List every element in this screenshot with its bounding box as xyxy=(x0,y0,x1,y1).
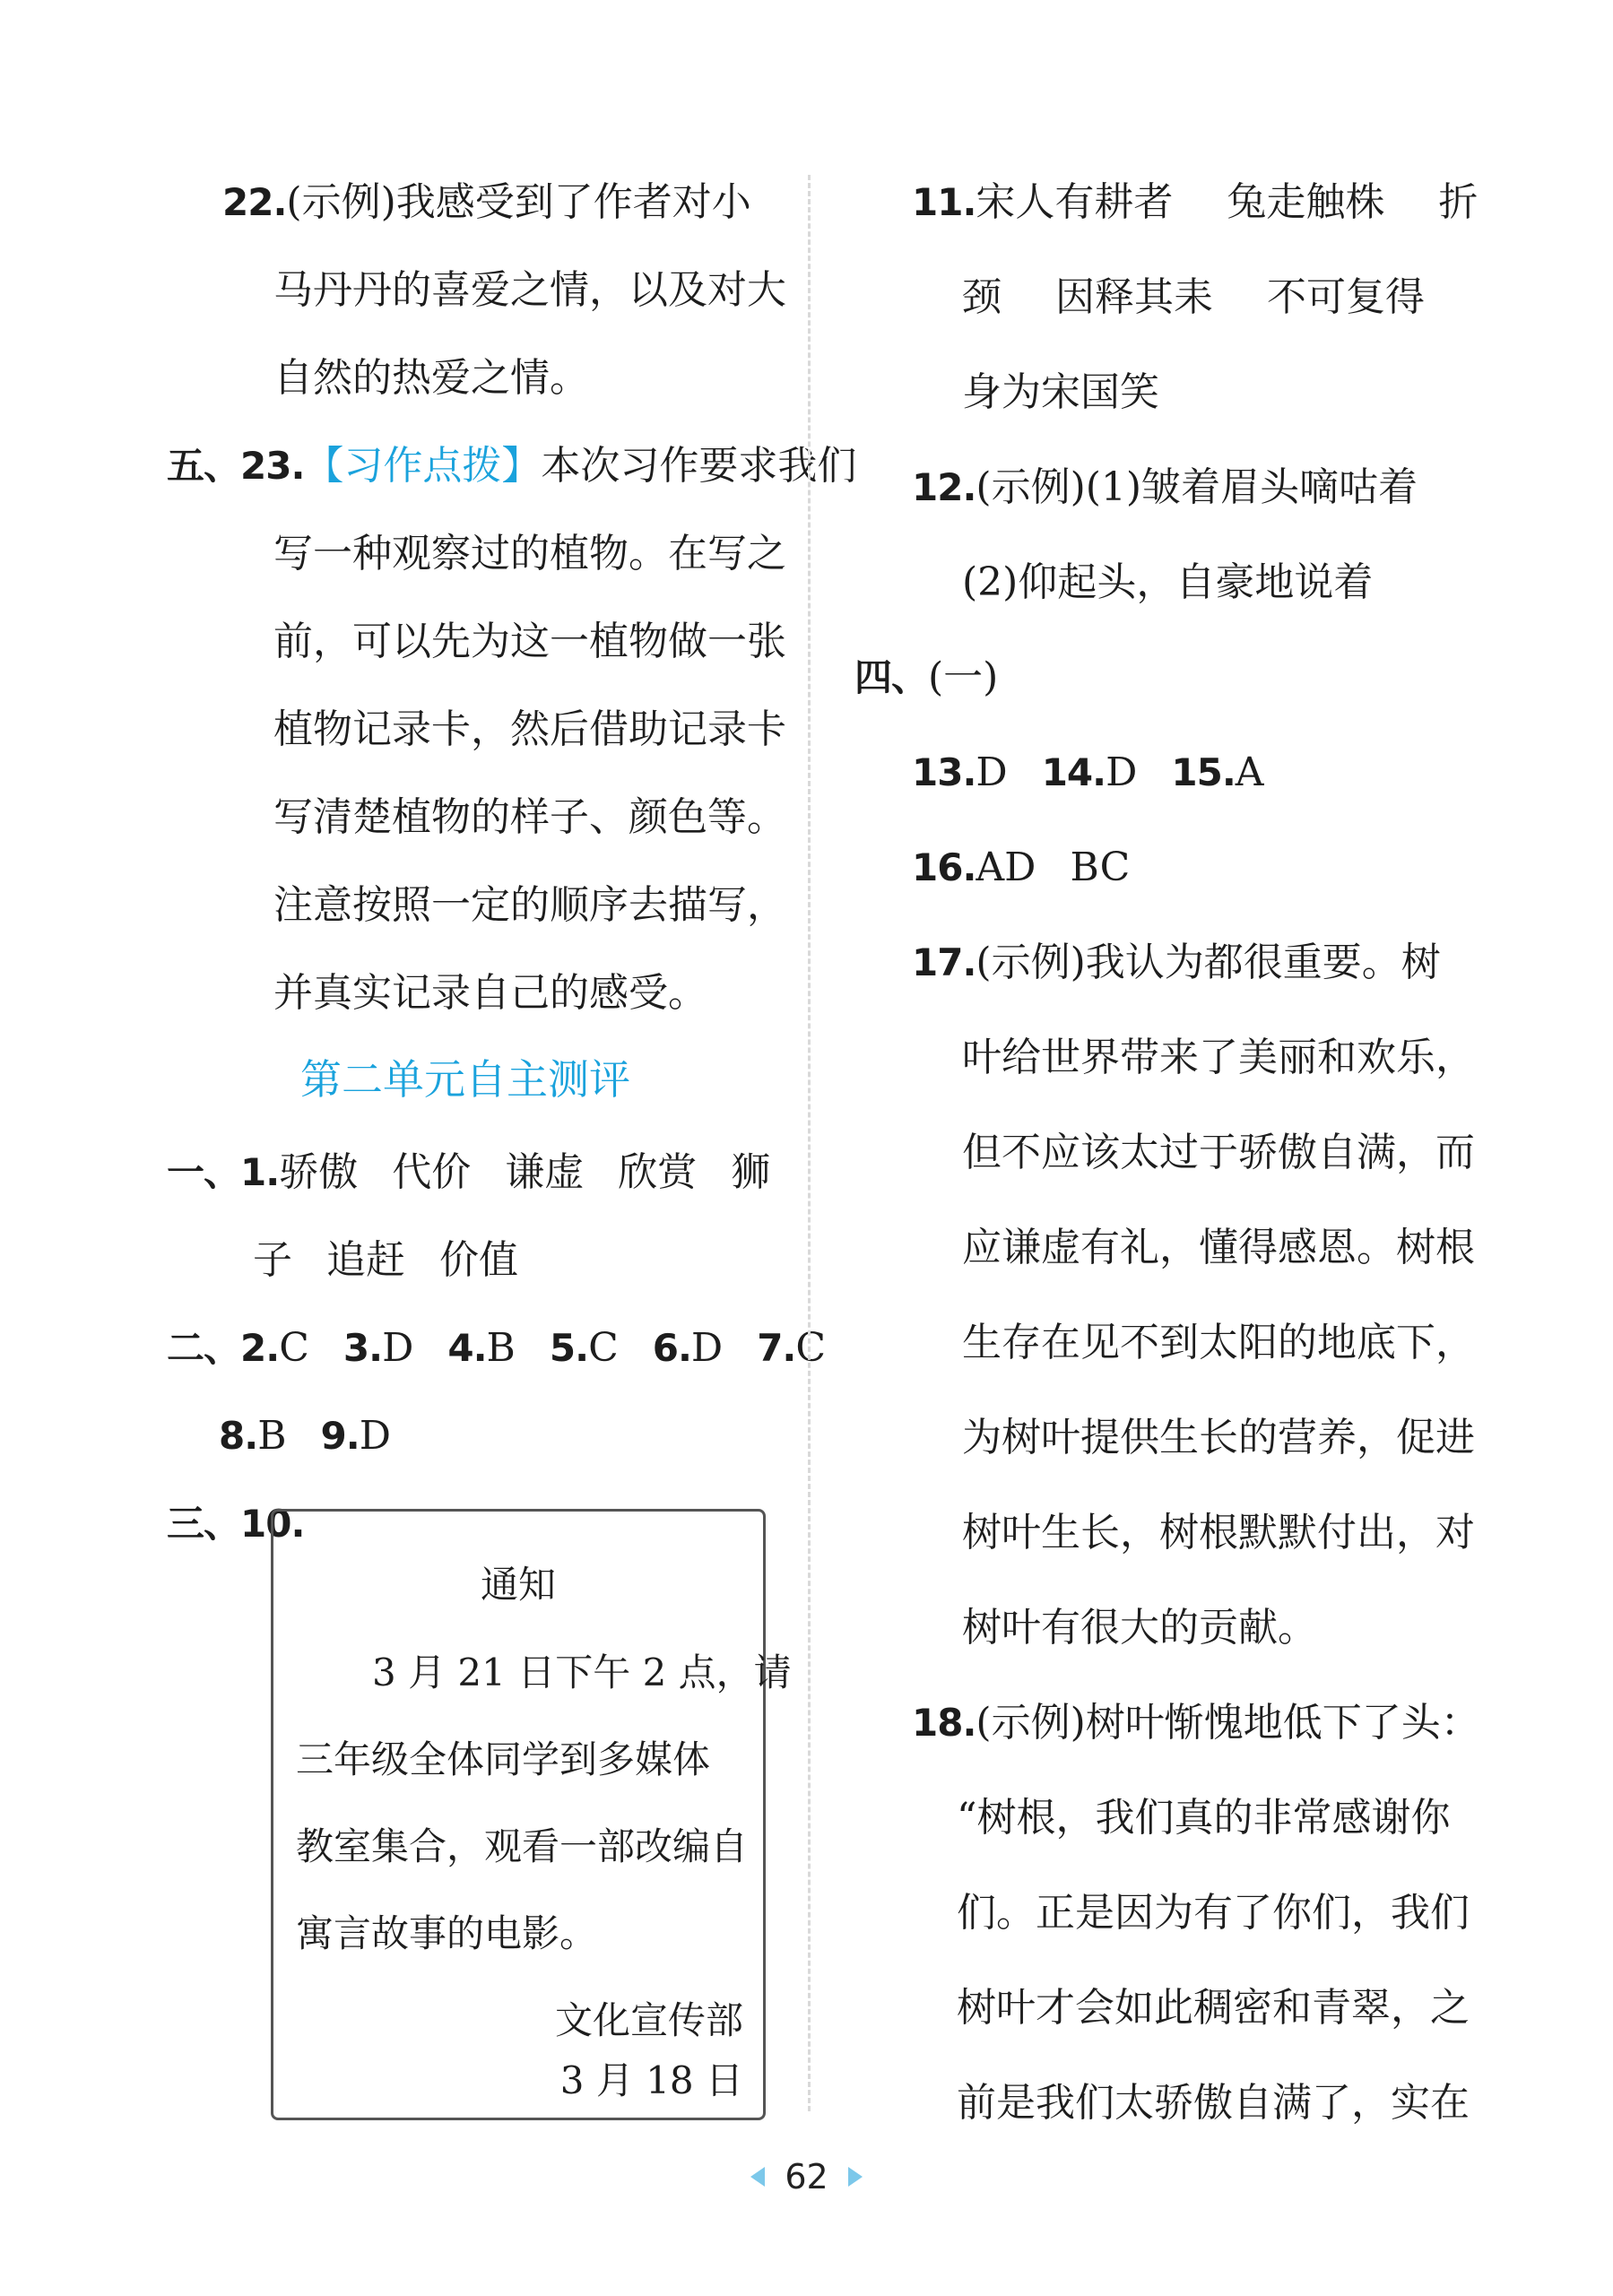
q-number: 15. xyxy=(1171,750,1236,794)
q18-number: 18. xyxy=(912,1701,976,1745)
q11-number: 11. xyxy=(912,180,976,224)
q22-text: (示例)我感受到了作者对小 xyxy=(286,179,751,225)
q22-line-2: 马丹丹的喜爱之情，以及对大 xyxy=(273,267,786,313)
q-number: 4. xyxy=(447,1326,487,1370)
q23-line-7: 并真实记录自己的感受。 xyxy=(273,970,707,1016)
q17-line-8: 树叶有很大的贡献。 xyxy=(962,1605,1317,1651)
section-two-label: 二、 xyxy=(167,1326,241,1370)
notice-date: 3 月 18 日 xyxy=(559,2058,743,2102)
q1-number: 1. xyxy=(240,1150,280,1194)
q22-number: 22. xyxy=(222,180,287,224)
answer-word: 狮 xyxy=(731,1149,771,1195)
q-number: 14. xyxy=(1041,750,1106,794)
q18-line-5: 前是我们太骄傲自满了，实在 xyxy=(957,2080,1470,2126)
q-answer: C xyxy=(795,1325,827,1371)
q17-line-4: 应谦虚有礼，懂得感恩。树根 xyxy=(962,1225,1475,1270)
notice-line-1: 3 月 21 日下午 2 点，请 xyxy=(372,1651,792,1694)
q12-number: 12. xyxy=(912,465,976,509)
q17-line-1 xyxy=(912,936,1441,990)
section-one-label: 一、 xyxy=(167,1150,241,1194)
q13-15-line xyxy=(912,746,1264,800)
answer-word: 价值 xyxy=(439,1237,518,1283)
q17-line-2: 叶给世界带来了美丽和欢乐， xyxy=(962,1035,1475,1080)
q16-line xyxy=(912,841,1130,895)
q22-line-3: 自然的热爱之情。 xyxy=(273,355,589,401)
q17-line-7: 树叶生长，树根默默付出，对 xyxy=(962,1510,1475,1555)
q11-line-2 xyxy=(962,271,1425,325)
part2-line-2 xyxy=(219,1409,391,1463)
q23-line-6: 注意按照一定的顺序去描写， xyxy=(273,882,786,928)
notice-box xyxy=(271,1509,792,2120)
answer-word: 欣赏 xyxy=(618,1149,698,1195)
answer-word: 谦虚 xyxy=(505,1149,585,1195)
q11-line-1 xyxy=(912,176,1478,230)
part4-label xyxy=(854,651,998,705)
q16-number: 16. xyxy=(912,845,976,889)
answer-phrase: 因释其耒 xyxy=(1055,274,1213,320)
q-answer: B xyxy=(486,1325,516,1371)
q-answer: BC xyxy=(1070,845,1131,890)
q23-text: 本次习作要求我们 xyxy=(541,443,857,489)
q-answer: D xyxy=(1106,749,1138,795)
answer-phrase: 宋人有耕者 xyxy=(976,179,1174,225)
q18-line-3: 们。正是因为有了你们，我们 xyxy=(957,1890,1470,1936)
q-answer: D xyxy=(382,1325,414,1371)
q-number: 2. xyxy=(240,1326,280,1370)
q-number: 13. xyxy=(912,750,976,794)
triangle-left-icon xyxy=(750,2167,765,2187)
q18-line-1 xyxy=(912,1696,1480,1750)
page-footer xyxy=(0,2157,1613,2196)
part1-line-1 xyxy=(167,1146,770,1200)
q-answer: D xyxy=(976,749,1008,795)
q12-text: (示例)(1)皱着眉头嘀咕着 xyxy=(976,464,1418,510)
q23-number: 23. xyxy=(240,444,305,488)
q12-line-1 xyxy=(912,461,1418,515)
section-four-label: 四、 xyxy=(854,655,929,699)
q-number: 7. xyxy=(757,1326,796,1370)
q-answer: AD xyxy=(976,845,1036,890)
answer-word: 代价 xyxy=(392,1149,472,1195)
q18-line-2: “树根，我们真的非常感谢你 xyxy=(957,1795,1451,1841)
q-answer: A xyxy=(1235,749,1264,795)
q18-text: (示例)树叶惭愧地低下了头： xyxy=(976,1700,1480,1746)
q-answer: C xyxy=(588,1325,619,1371)
q-answer: B xyxy=(257,1413,287,1459)
triangle-right-icon xyxy=(848,2167,863,2187)
answer-word: 骄傲 xyxy=(279,1149,359,1195)
part1-line-2 xyxy=(253,1234,518,1287)
q-number: 9. xyxy=(320,1414,360,1458)
q23-line-3: 前，可以先为这一植物做一张 xyxy=(273,619,786,664)
section-five-label: 五、 xyxy=(167,444,241,488)
q10-number: 10. xyxy=(240,1502,305,1546)
q-answer: D xyxy=(690,1325,724,1371)
answer-word: 子 xyxy=(253,1237,292,1283)
q23-line-5: 写清楚植物的样子、颜色等。 xyxy=(273,794,786,840)
q-number: 5. xyxy=(549,1326,589,1370)
q17-line-6: 为树叶提供生长的营养，促进 xyxy=(962,1415,1475,1460)
q23-line-4: 植物记录卡，然后借助记录卡 xyxy=(273,706,786,752)
answer-phrase: 折 xyxy=(1438,179,1479,225)
q23-line-2: 写一种观察过的植物。在写之 xyxy=(273,531,786,576)
subsection-label: (一) xyxy=(928,654,999,700)
answer-phrase: 颈 xyxy=(962,274,1002,320)
writing-tip-label: 【习作点拨】 xyxy=(304,443,542,489)
q18-line-4: 树叶才会如此稠密和青翠，之 xyxy=(957,1985,1470,2031)
q11-line-3: 身为宋国笑 xyxy=(962,369,1159,415)
notice-title: 通知 xyxy=(480,1563,556,1607)
notice-sender: 文化宣传部 xyxy=(554,1998,743,2042)
q-number: 6. xyxy=(652,1326,691,1370)
answer-phrase: 不可复得 xyxy=(1267,274,1425,320)
section-three-label: 三、 xyxy=(167,1502,241,1546)
q17-number: 17. xyxy=(912,940,976,984)
answer-phrase: 兔走触株 xyxy=(1227,179,1385,225)
q-answer: C xyxy=(279,1325,309,1371)
q22-line-1 xyxy=(222,176,751,230)
q17-line-5: 生存在见不到太阳的地底下， xyxy=(962,1320,1475,1365)
q23-line-1 xyxy=(167,439,856,493)
column-divider xyxy=(808,175,811,2111)
answer-word: 追赶 xyxy=(326,1237,405,1283)
q17-line-3: 但不应该太过于骄傲自满，而 xyxy=(962,1130,1475,1175)
notice-line-3: 教室集合，观看一部改编自 xyxy=(296,1824,749,1868)
part2-line-1 xyxy=(167,1321,826,1375)
notice-line-4: 寓言故事的电影。 xyxy=(296,1911,598,1955)
page-number: 62 xyxy=(785,2157,828,2196)
q17-text: (示例)我认为都很重要。树 xyxy=(976,940,1441,985)
q-number: 8. xyxy=(219,1414,258,1458)
unit-title: 第二单元自主测评 xyxy=(300,1055,630,1104)
notice-line-2: 三年级全体同学到多媒体 xyxy=(296,1737,711,1781)
q12-line-2: (2)仰起头，自豪地说着 xyxy=(962,559,1374,605)
q-number: 3. xyxy=(343,1326,383,1370)
q-answer: D xyxy=(359,1413,391,1459)
